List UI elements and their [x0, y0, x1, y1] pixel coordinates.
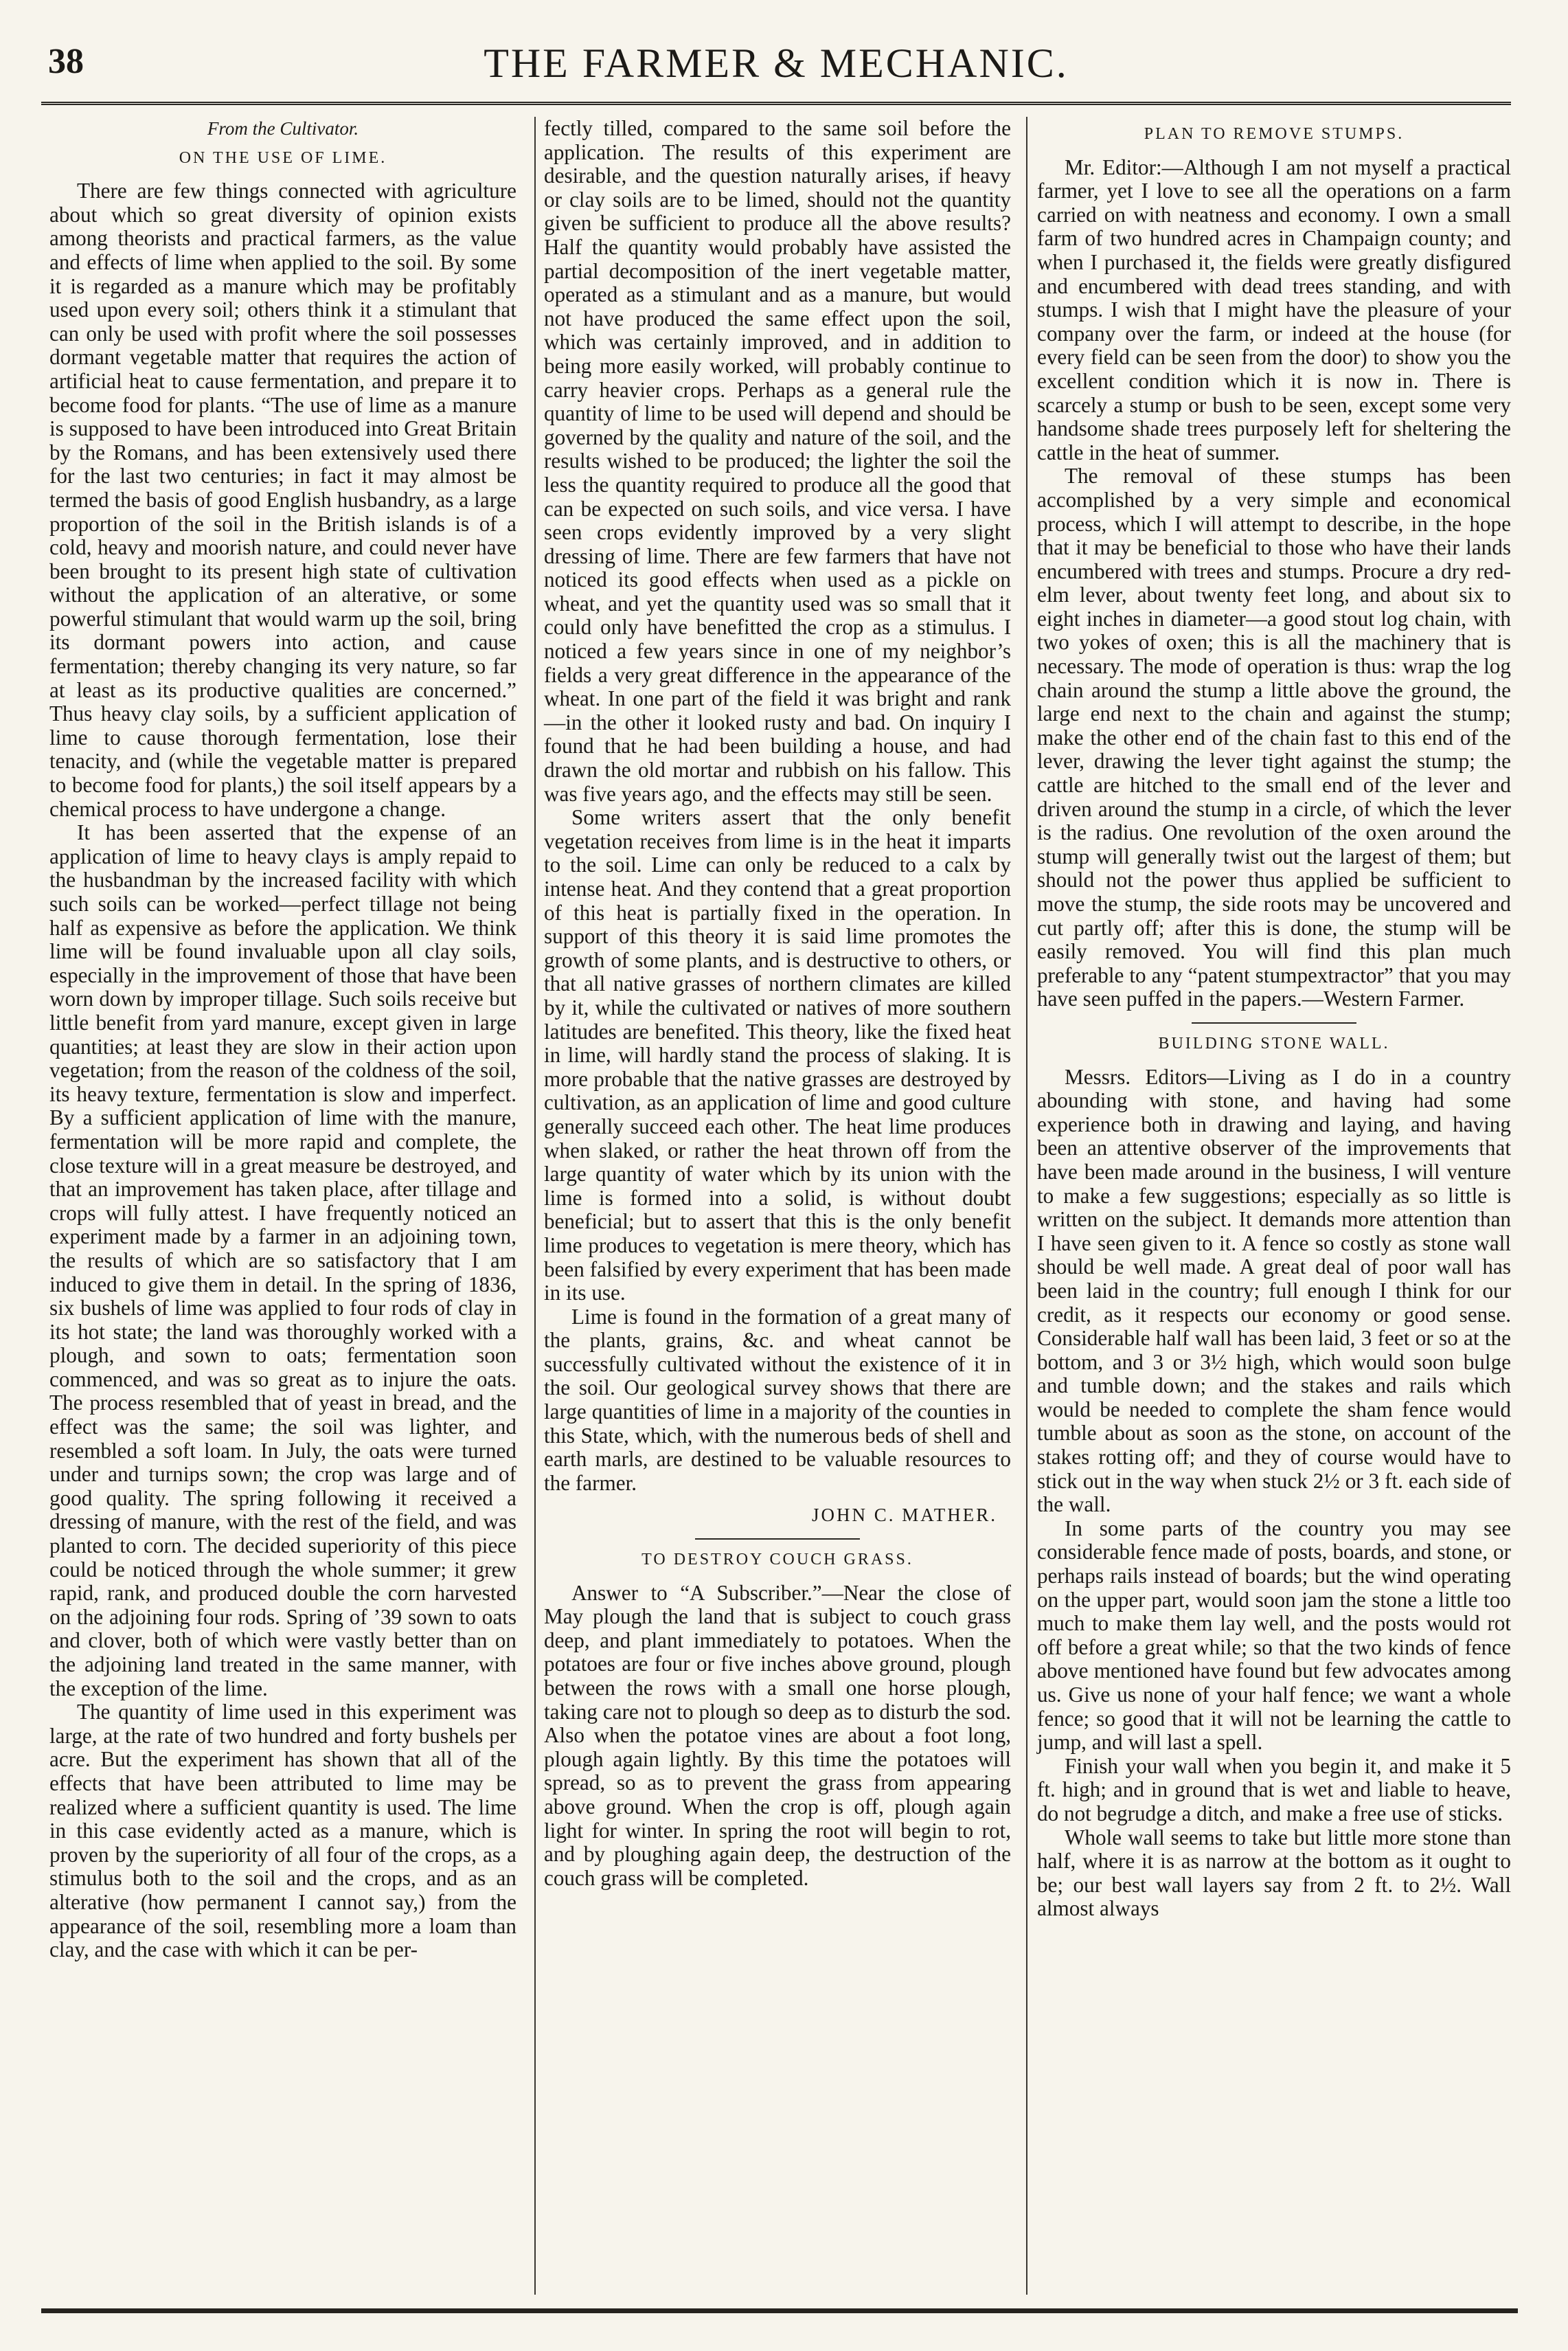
column-divider [534, 117, 536, 2295]
paragraph: fectly tilled, compared to the same soil before the application. The results of this experiment are desirable, and the question naturally arises, if heavy or clay soils are to be limed, should not the quantity given be sufficient to produce all the above results? Half the quantity would probably have assisted the partial decomposition of the inert vegetable matter, operated as a stimulant and as a manure, but would not have produced the same effect upon the soil, which was certainly improved, and in addition to being more easily worked, will probably continue to carry heavier crops. Perhaps as a general rule the quantity of lime to be used will depend and should be governed by the quality and nature of the soil, and the results wished to be produced; the lighter the soil the less the quantity required to produce all the good that can be expected on such soils, and vice versa. I have seen crops evidently improved by a very slight dressing of lime. There are few farmers that have not noticed its good effects when used as a pickle on wheat, and yet the quantity used was so small that it could only have benefitted the crop as a stimulus. I noticed a few years since in one of my neighbor’s fields a very great difference in the appearance of the wheat. In one part of the field it was bright and rank—in the other it looked rusty and bad. On inquiry I found that he had been building a house, and had drawn the old mortar and rubbish on his fallow. This was five years ago, and the effects may still be seen. [544, 116, 1011, 806]
article-title-stone-wall: BUILDING STONE WALL. [1158, 1034, 1390, 1053]
paragraph: It has been asserted that the expense of an application of lime to heavy clays is amply repaid to the husbandman by the increased facility with which such soils can be worked—perfect tillage not being half as expensive as before the application. We think lime will be found invaluable upon all clay soils, especially in the improvement of those that have been worn down by improper tillage. Such soils receive but little benefit from yard manure, except given in large quantities; at least they are slow in their action upon vegetation; from the reason of the coldness of the soil, its heavy texture, fermentation is slow and imperfect. By a sufficient application of lime with the manure, fermentation will be more rapid and complete, the close texture will in a great measure be destroyed, and that an improvement has taken place, after tillage and crops will fully attest. I have frequently noticed an experiment made by a farmer in an adjoining town, the results of which are so satisfactory that I am induced to give them in detail. In the spring of 1836, six bushels of lime was applied to four rods of clay in its hot state; the land was thoroughly worked with a plough, and sown to oats; fermentation soon commenced, and was so great as to injure the oats. The process resembled that of yeast in bread, and the effect was the same; the soil was lighter, and resembled a soft loam. In July, the oats were turned under and turnips sown; the crop was large and of good quality. The spring following it received a dressing of manure, with the rest of the field, and was planted to corn. The decided superiority of this piece could be noticed through the whole summer; it grew rapid, rank, and produced double the corn harvested on the adjoining four rods. Spring of ’39 sown to oats and clover, both of which were vastly better than on the adjoining land treated in the same manner, with the exception of the lime. [49, 820, 516, 1700]
paragraph: Whole wall seems to take but little more stone than half, where it is as narrow at the bottom as it ought to be; our best wall layers say from 2 ft. to 2½. Wall almost always [1037, 1825, 1511, 1921]
column-3 [1037, 117, 1511, 1921]
article-title-lime: ON THE USE OF LIME. [179, 148, 387, 167]
paragraph: Finish your wall when you begin it, and make it 5 ft. high; and in ground that is wet and liable to heave, do not begrudge a ditch, and make a free use of sticks. [1037, 1753, 1511, 1825]
paragraph: The quantity of lime used in this experiment was large, at the rate of two hundred and forty bushels per acre. But the experiment has shown that all of the effects that have been attributed to lime may be realized where a sufficient quantity is used. The lime in this case evidently acted as a manure, which is proven by the superiority of all four of the crops, as a stimulus both to the soil and the crops, and as an alterative (how permanent I cannot say,) from the appearance of the soil, resembling more a loam than clay, and the case with which it can be per- [49, 1700, 516, 1962]
paragraph: In some parts of the country you may see considerable fence made of posts, boards, and stone, or perhaps rails instead of boards; but the wind operating on the upper part, would soon jam the stone a little too much to make them lay well, and the posts would rot off before a great while; so that the two kinds of fence above mentioned have found but few advocates among us. Give us none of your half fence; we want a whole fence; so good that it will not be learning the cattle to jump, and will last a spell. [1037, 1516, 1511, 1755]
column-divider [1026, 117, 1027, 2295]
paragraph: Messrs. Editors—Living as I do in a country abounding with stone, and having had some experience both in drawing and laying, and having been an attentive observer of the improvements that have been made around in the business, I will venture to make a few suggestions; especially as so little is written on the subject. It demands more attention than I have seen given to it. A fence so costly as stone wall should be well made. A great deal of poor wall has been laid in the country; full enough I think for our credit, as it respects our economy or good sense. Considerable half wall has been laid, 3 feet or so at the bottom, and 3 or 3½ high, which would soon bulge and tumble down; and the stakes and rails which would be needed to complete the sham fence would tumble about as soon as the stone, on account of the stakes rotting off; and they of course would have to stick out in the way when stuck 2½ or 3 ft. each side of the wall. [1037, 1064, 1511, 1517]
header-rule [41, 102, 1511, 105]
page-header [48, 40, 1504, 96]
paragraph: The removal of these stumps has been accomplished by a very simple and economical process, which I will attempt to describe, in the hope that it may be beneficial to those who have their lands encumbered with trees and stumps. Procure a dry red-elm lever, about twenty feet long, and about six to eight inches in diameter—a good stout log chain, with two yokes of oxen; this is all the machinery that is necessary. The mode of operation is thus: wrap the log chain around the stump a little above the ground, the large end next to the chain and against the stump; make the other end of the chain fast to this end of the lever, drawing the lever tight against the stump; the cattle are hitched to the small end of the lever and driven around the stump in a circle, of which the lever is the radius. One revolution of the oxen around the stump will generally twist out the largest of them; but should not the power thus applied be sufficient to move the stump, the side roots may be uncovered and cut partly off; after this is done, the stump will be easily removed. You will find this plan much preferable to any “patent stumpextractor” that you may have seen puffed in the papers.—Western Farmer. [1037, 464, 1511, 1011]
article-separator [1192, 1022, 1356, 1024]
article-title-stumps: PLAN TO REMOVE STUMPS. [1144, 125, 1405, 143]
footer-rule [41, 2308, 1518, 2313]
article-signature: JOHN C. MATHER. [811, 1505, 997, 1526]
paragraph: Lime is found in the formation of a great many of the plants, grains, &c. and wheat cannot be successfully cultivated without the existence of it in the soil. Our geological survey shows that there are large quantities of lime in a majority of the counties in this State, which, with the numerous beds of shell and earth marls, are destined to be valuable resources to the farmer. [544, 1304, 1011, 1495]
article-separator [695, 1538, 860, 1540]
paragraph: Answer to “A Subscriber.”—Near the close of May plough the land that is subject to couch grass deep, and plant immediately to potatoes. When the potatoes are four or five inches above ground, plough between the rows with a small one horse plough, taking care not to plough so deep as to disturb the sod. Also when the potatoe vines are about a foot long, plough again lightly. By this time the potatoes will spread, so as to prevent the grass from appearing above ground. When the crop is off, plough again light for winter. In spring the root will begin to rot, and by ploughing again deep, the destruction of the couch grass will be completed. [544, 1580, 1011, 1890]
paragraph: Some writers assert that the only benefit vegetation receives from lime is in the heat it imparts to the soil. Lime can only be reduced to a calx by intense heat. And they contend that a great proportion of this heat is partially fixed in the operation. In support of this theory it is said lime promotes the growth of some plants, and is destructive to others, or that all native grasses of northern climates are killed by it, while the cultivated or natives of more southern latitudes are benefited. This theory, like the fixed heat in lime, will hardly stand the process of slaking. It is more probable that the native grasses are destroyed by cultivation, as an application of lime and good culture generally succeed each other. The heat lime produces when slaked, or rather the heat thrown off from the large quantity of water which by its union with the lime is formed into a solid, is without doubt beneficial; but to assert that this is the only benefit lime produces to vegetation is mere theory, which has been falsified by every experiment that has been made in its use. [544, 805, 1011, 1305]
masthead-title: THE FARMER & MECHANIC. [484, 41, 1069, 86]
column-2 [544, 117, 1011, 1890]
paragraph: Mr. Editor:—Although I am not myself a practical farmer, yet I love to see all the operations on a farm carried on with neatness and economy. I own a small farm of two hundred acres in Champaign county; and when I purchased it, the fields were greatly disfigured and encumbered with dead trees standing, and with stumps. I wish that I might have the pleasure of your company over the farm, or indeed at the house (for every field can be seen from the door) to show you the excellent condition which it is now in. There is scarcely a stump or bush to be seen, except some very handsome shade trees purposely left for sheltering the cattle in the heat of summer. [1037, 155, 1511, 464]
article-source: From the Cultivator. [207, 118, 359, 139]
column-1 [49, 117, 516, 1962]
article-title-couch-grass: TO DESTROY COUCH GRASS. [641, 1551, 913, 1569]
paragraph: There are few things connected with agriculture about which so great diversity of opinion exists among theorists and practical farmers, as the value and effects of lime when applied to the soil. By some it is regarded as a manure which may be profitably used upon every soil; others think it a stimulant that can only be used with profit where the soil possesses dormant vegetable matter that requires the action of artificial heat to cause fermentation, and prepare it to become food for plants. “The use of lime as a manure is supposed to have been introduced into Great Britain by the Romans, and has been extensively used there for the last two centuries; in fact it may almost be termed the basis of good English husbandry, as a large proportion of the soil in the British islands is of a cold, heavy and moorish nature, and could never have been brought to its present high state of cultivation without the application of an alterative, or some powerful stimulant that would warm up the soil, bring its dormant powers into action, and cause fermentation; thereby changing its very nature, so far at least as its productive qualities are concerned.” Thus heavy clay soils, by a sufficient application of lime to cause thorough fermentation, lose their tenacity, and (while the vegetable matter is prepared to become food for plants,) the soil itself appears by a chemical process to have undergone a change. [49, 179, 516, 821]
page-number: 38 [48, 42, 84, 81]
